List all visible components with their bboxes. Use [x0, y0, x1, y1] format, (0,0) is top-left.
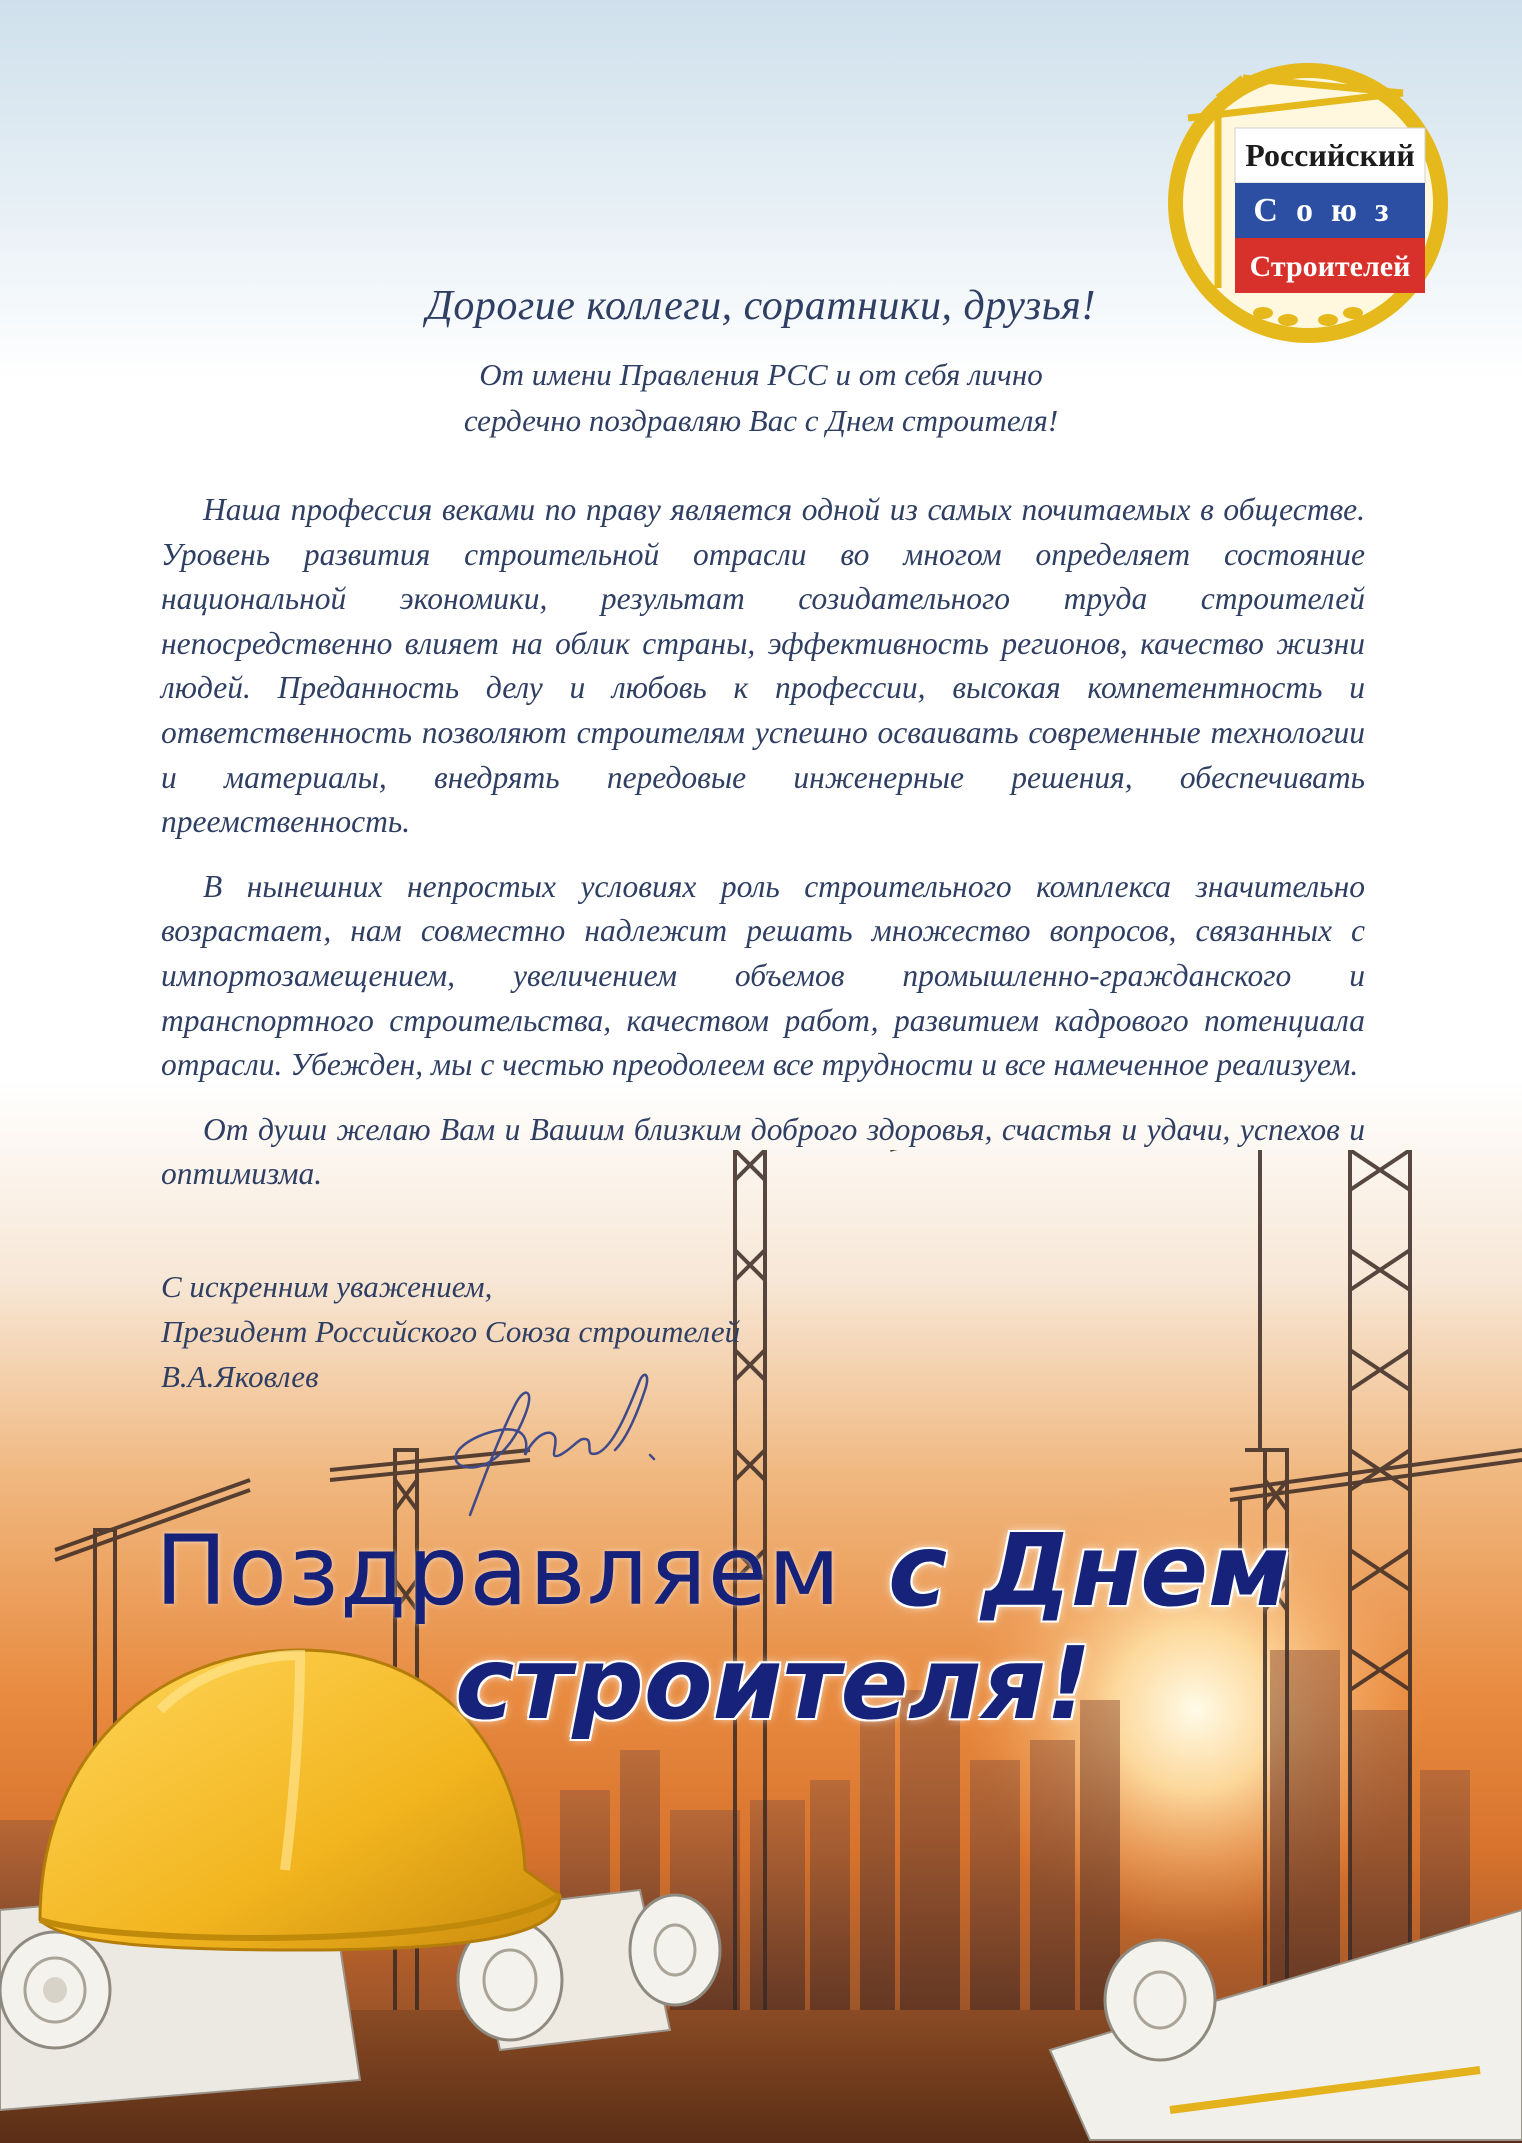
- letter-body: [161, 488, 1365, 1217]
- banner-builder: строителя!: [455, 1625, 1092, 1742]
- banner-day: с Днем: [888, 1512, 1290, 1629]
- logo-line-2: Союз: [1253, 192, 1407, 229]
- closing-phrase: С искренним уважением,: [161, 1269, 493, 1304]
- intro-block: [0, 352, 1522, 444]
- signer-title: Президент Российского Союза строителей: [161, 1314, 741, 1349]
- greeting-heading: Дорогие коллеги, соратники, друзья!: [426, 283, 1096, 329]
- intro-line-1: От имени Правления РСС и от себя лично: [479, 357, 1043, 392]
- paragraph-3: От души желаю Вам и Вашим близким доброго здоровья, счастья и удачи, успехов и оптимизма.: [161, 1111, 1365, 1192]
- signature-icon: [440, 1365, 690, 1535]
- paragraph-2: В нынешних непростых условиях роль строительного комплекса значительно возрастает, нам совместно надлежит решать множество вопросов, связанных с импортозамещением, увеличением объемов промышленно-гражданского и транспортного строительства, качеством работ, развитием кадрового потенциала отрасли. Убежден, мы с честью преодолеем все трудности и все намеченное реализуем.: [161, 868, 1365, 1083]
- logo-line-3: Строителей: [1249, 250, 1411, 283]
- intro-line-2: сердечно поздравляю Вас с Днем строителя!: [463, 403, 1059, 438]
- banner-congrats: Поздравляем: [155, 1515, 842, 1627]
- signer-name: В.А.Яковлев: [161, 1359, 319, 1394]
- logo-line-1: Российский: [1245, 137, 1415, 173]
- paragraph-1: Наша профессия веками по праву является одной из самых почитаемых в обществе. Уровень развития строительной отрасли во многом определяет состояние национальной экономики, результат созидательного труда строителей непосредственно влияет на облик страны, эффективность регионов, качество жизни людей. Преданность делу и любовь к профессии, высокая компетентность и ответственность позволяют строителям успешно осваивать современные технологии и материалы, внедрять передовые инженерные решения, обеспечивать преемственность.: [161, 492, 1365, 840]
